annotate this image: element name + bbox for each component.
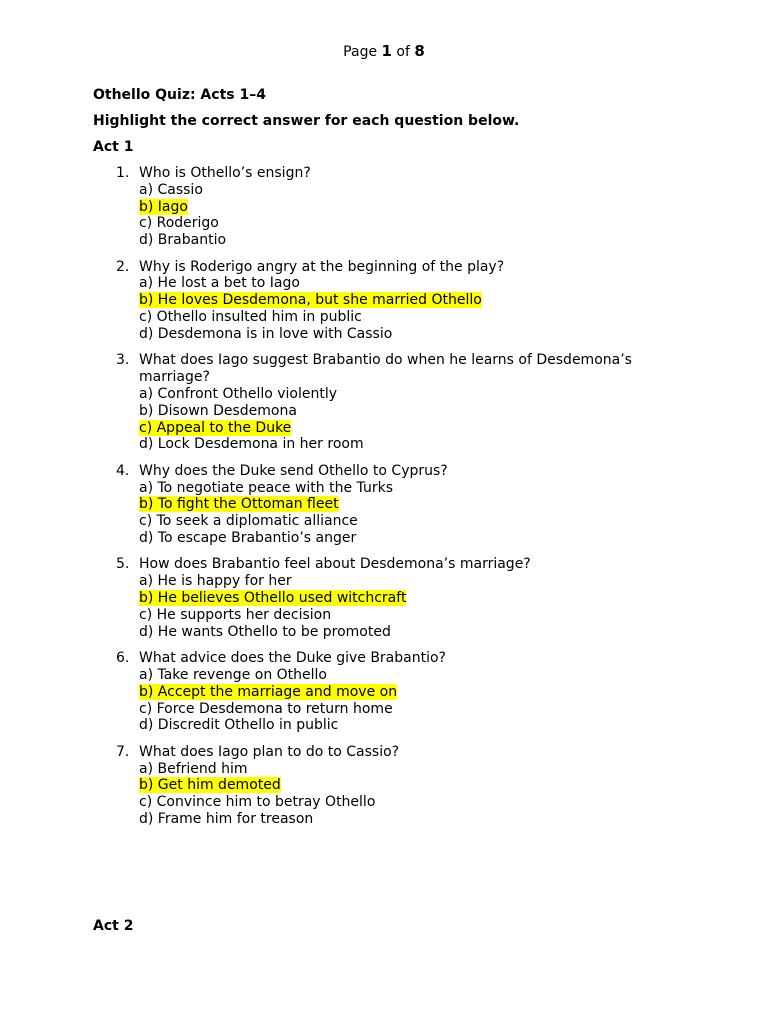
answer-option-text: a) He is happy for her [139, 573, 292, 590]
highlighted-answer-option [139, 684, 693, 701]
question-text: Who is Othello’s ensign? [139, 165, 311, 181]
question-number: 5. [116, 556, 130, 573]
answer-option-text: a) To negotiate peace with the Turks [139, 479, 394, 496]
question-number: 6. [116, 650, 130, 667]
answer-option-text: d) To escape Brabantio’s anger [139, 530, 357, 546]
answer-option [139, 573, 693, 590]
answer-option-text: b) Accept the marriage and move on [139, 683, 398, 700]
question-text: What advice does the Duke give Brabantio? [139, 650, 446, 667]
question-list [93, 165, 693, 838]
answer-option-text: c) Roderigo [139, 215, 219, 232]
answer-option-text: a) Confront Othello violently [139, 385, 338, 402]
highlighted-answer-option [139, 496, 693, 513]
answer-option-text: b) Iago [139, 198, 188, 215]
total-pages-number: 8 [414, 42, 425, 60]
answer-option [139, 530, 693, 547]
question-text: What does Iago suggest Brabantio do when he learns of Desdemona’s marriage? [139, 352, 632, 386]
answer-option-text: c) Convince him to betray Othello [139, 794, 376, 811]
question-number: 3. [116, 352, 130, 369]
answer-option [139, 309, 693, 326]
answer-option-text: d) Discredit Othello in public [139, 717, 339, 734]
question-item [93, 259, 693, 343]
answer-option-text: b) He loves Desdemona, but she married Othello [139, 292, 482, 309]
answer-option-text: a) Take revenge on Othello [139, 666, 327, 683]
answer-option [139, 624, 693, 641]
answer-option-text: b) Disown Desdemona [139, 402, 297, 419]
question-number: 7. [116, 743, 130, 760]
answer-option-text: b) Get him demoted [139, 777, 281, 794]
question-item [93, 463, 693, 547]
answer-option [139, 215, 693, 232]
answer-option [139, 480, 693, 497]
answer-option [139, 386, 693, 403]
current-page-number: 1 [381, 42, 392, 60]
act-1-heading: Act 1 [93, 139, 134, 155]
answer-option-text: a) Befriend him [139, 760, 248, 777]
question-item [93, 352, 693, 453]
question-item [93, 165, 693, 249]
answer-option [139, 607, 693, 624]
question-text: What does Iago plan to do to Cassio? [139, 743, 400, 760]
highlighted-answer-option [139, 420, 693, 437]
answer-option [139, 436, 693, 453]
question-item [93, 650, 693, 734]
highlighted-answer-option [139, 292, 693, 309]
answer-option [139, 182, 693, 199]
question-item [93, 556, 693, 640]
page-of-label: of [396, 44, 410, 60]
answer-option-text: d) Frame him for treason [139, 811, 314, 828]
highlighted-answer-option [139, 777, 693, 794]
highlighted-answer-option [139, 590, 693, 607]
question-item [93, 744, 693, 828]
quiz-instructions: Highlight the correct answer for each question below. [93, 113, 520, 129]
question-number: 1. [116, 165, 130, 181]
highlighted-answer-option [139, 199, 693, 216]
answer-option-text: b) To fight the Ottoman fleet [139, 496, 339, 513]
answer-option-text: d) Lock Desdemona in her room [139, 436, 364, 453]
answer-option [139, 403, 693, 420]
answer-option [139, 701, 693, 718]
answer-option-text: c) Othello insulted him in public [139, 309, 362, 326]
answer-option-text: d) He wants Othello to be promoted [139, 623, 391, 640]
question-text: Why is Roderigo angry at the beginning of the play? [139, 258, 505, 275]
answer-option [139, 232, 693, 249]
act-2-heading: Act 2 [93, 918, 134, 934]
answer-option [139, 717, 693, 734]
answer-option [139, 811, 693, 828]
answer-option-text: a) He lost a bet to Iago [139, 275, 300, 292]
page-number-header [0, 42, 768, 61]
answer-option-text: a) Cassio [139, 181, 203, 198]
answer-option [139, 275, 693, 292]
question-text: How does Brabantio feel about Desdemona’s marriage? [139, 556, 531, 573]
question-number: 4. [116, 462, 130, 479]
answer-option [139, 513, 693, 530]
answer-option [139, 794, 693, 811]
answer-option [139, 667, 693, 684]
answer-option-text: c) He supports her decision [139, 606, 332, 623]
page-prefix: Page [343, 44, 378, 60]
answer-option-text: b) He believes Othello used witchcraft [139, 590, 407, 607]
answer-option-text: d) Brabantio [139, 232, 227, 249]
answer-option-text: c) Force Desdemona to return home [139, 700, 393, 717]
question-number: 2. [116, 258, 130, 275]
answer-option [139, 326, 693, 343]
answer-option-text: d) Desdemona is in love with Cassio [139, 325, 393, 342]
answer-option [139, 761, 693, 778]
quiz-title: Othello Quiz: Acts 1–4 [93, 87, 266, 103]
answer-option-text: c) Appeal to the Duke [139, 419, 292, 436]
answer-option-text: c) To seek a diplomatic alliance [139, 513, 358, 530]
question-text: Why does the Duke send Othello to Cyprus? [139, 462, 448, 479]
